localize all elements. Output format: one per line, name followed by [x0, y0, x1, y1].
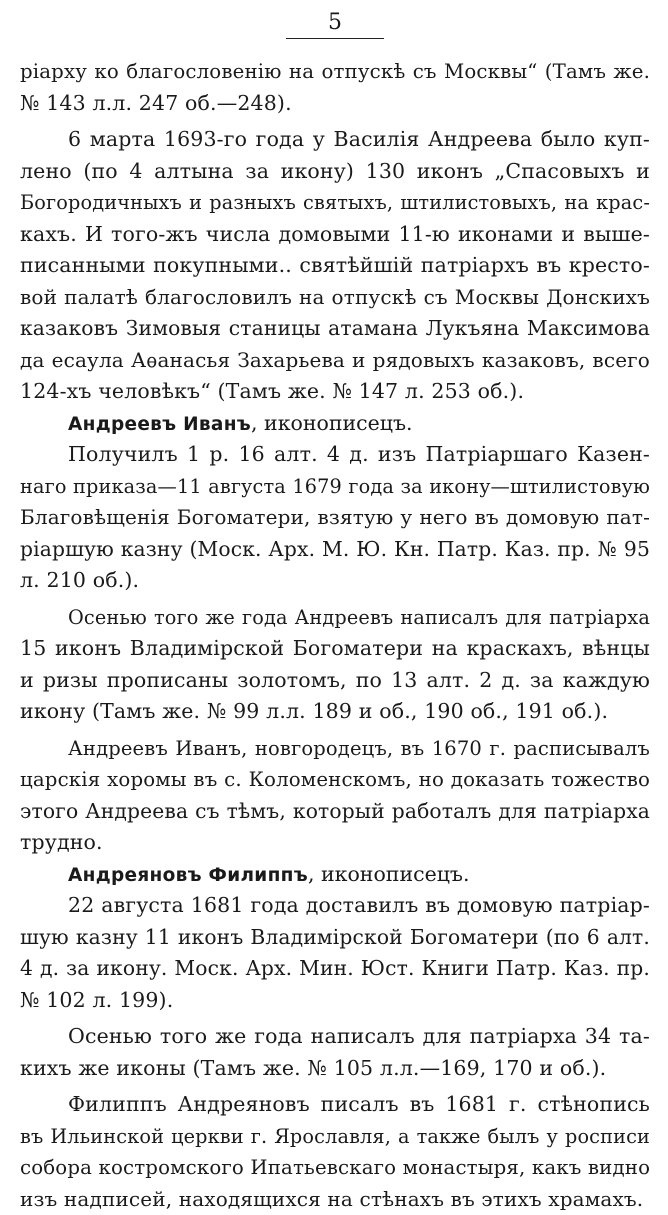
text-line: собора костромского Ипатьевскаго монастыря, какъ видно	[20, 1152, 650, 1184]
text-line: трудно.	[20, 827, 650, 859]
body-text	[20, 56, 650, 1215]
page-number-rule	[286, 38, 384, 39]
text-line: вой палатѣ благословилъ на отпускѣ съ Москвы Донскихъ	[20, 282, 650, 314]
paragraph	[20, 124, 650, 408]
text-line: Осенью того же года Андреевъ написалъ для патріарха	[20, 602, 650, 634]
text-line: царскія хоромы въ с. Коломенскомъ, но доказать тожество	[20, 764, 650, 796]
text-line: № 102 л. 199).	[20, 985, 650, 1017]
entry-heading	[20, 408, 650, 440]
paragraph	[20, 1089, 650, 1215]
paragraph	[20, 56, 650, 119]
text-line: и ризы прописаны золотомъ, по 13 алт. 2 д. за каждую	[20, 665, 650, 697]
paragraph	[20, 1021, 650, 1084]
text-line: ріаршую казну (Моск. Арх. М. Ю. Кн. Патр. Каз. пр. № 95	[20, 534, 650, 566]
text-line: кахъ. И того-жъ числа домовыми 11-ю иконами и выше-	[20, 219, 650, 251]
text-line: ріарху ко благословенію на отпускѣ съ Москвы“ (Тамъ же.	[20, 56, 650, 88]
text-line: Благовѣщенія Богоматери, взятую у него въ домовую пат-	[20, 502, 650, 534]
paragraph	[20, 890, 650, 1016]
entry-heading-line	[20, 859, 650, 891]
text-line: 6 марта 1693-го года у Василія Андреева было куп-	[20, 124, 650, 156]
text-line: № 143 л.л. 247 об.—248).	[20, 88, 650, 120]
entry-heading-descriptor: , иконописецъ.	[251, 411, 413, 435]
text-line: 124-хъ человѣкъ“ (Тамъ же. № 147 л. 253 об.).	[20, 376, 650, 408]
text-line: изъ надписей, находящихся на стѣнахъ въ этихъ храмахъ.	[20, 1184, 650, 1215]
text-line: икону (Тамъ же. № 99 л.л. 189 и об., 190 об., 191 об.).	[20, 696, 650, 728]
text-line: въ Ильинской церкви г. Ярославля, а также былъ у росписи	[20, 1121, 650, 1153]
text-line: кихъ же иконы (Тамъ же. № 105 л.л.—169, 170 и об.).	[20, 1053, 650, 1085]
paragraph	[20, 602, 650, 728]
paragraph	[20, 439, 650, 597]
page-number: 5	[20, 8, 650, 38]
text-line: 15 иконъ Владимірской Богоматери на краскахъ, вѣнцы	[20, 633, 650, 665]
entry-heading	[20, 859, 650, 891]
text-line: наго приказа—11 августа 1679 года за икону—штилистовую	[20, 471, 650, 503]
text-line: этого Андреева съ тѣмъ, который работалъ для патріарха	[20, 796, 650, 828]
text-line: 22 августа 1681 года доставилъ въ домовую патріар-	[20, 890, 650, 922]
entry-heading-name: Андреевъ Иванъ	[68, 414, 251, 435]
text-line: Богородичныхъ и разныхъ святыхъ, штилистовыхъ, на крас-	[20, 187, 650, 219]
entry-heading-descriptor: , иконописецъ.	[308, 862, 470, 886]
text-line: Получилъ 1 р. 16 алт. 4 д. изъ Патріаршаго Казен-	[20, 439, 650, 471]
document-page	[20, 8, 650, 1215]
text-line: казаковъ Зимовыя станицы атамана Лукъяна Максимова	[20, 313, 650, 345]
text-line: Осенью того же года написалъ для патріарха 34 та-	[20, 1021, 650, 1053]
text-line: л. 210 об.).	[20, 565, 650, 597]
paragraph	[20, 733, 650, 859]
text-line: писанными покупными.. святѣйшій патріархъ въ крестo-	[20, 250, 650, 282]
text-line: да есаула Аѳанасья Захарьева и рядовыхъ казаковъ, всего	[20, 345, 650, 377]
entry-heading-name: Андреяновъ Филиппъ	[68, 865, 308, 886]
text-line: Филиппъ Андреяновъ писалъ въ 1681 г. стѣнопись	[20, 1089, 650, 1121]
text-line: шую казну 11 иконъ Владимірской Богоматери (по 6 алт.	[20, 922, 650, 954]
entry-heading-line	[20, 408, 650, 440]
text-line: 4 д. за икону. Моск. Арх. Мин. Юст. Книги Патр. Каз. пр.	[20, 953, 650, 985]
text-line: лено (по 4 алтына за икону) 130 иконъ „Спасовыхъ и	[20, 156, 650, 188]
text-line: Андреевъ Иванъ, новгородецъ, въ 1670 г. расписывалъ	[20, 733, 650, 765]
